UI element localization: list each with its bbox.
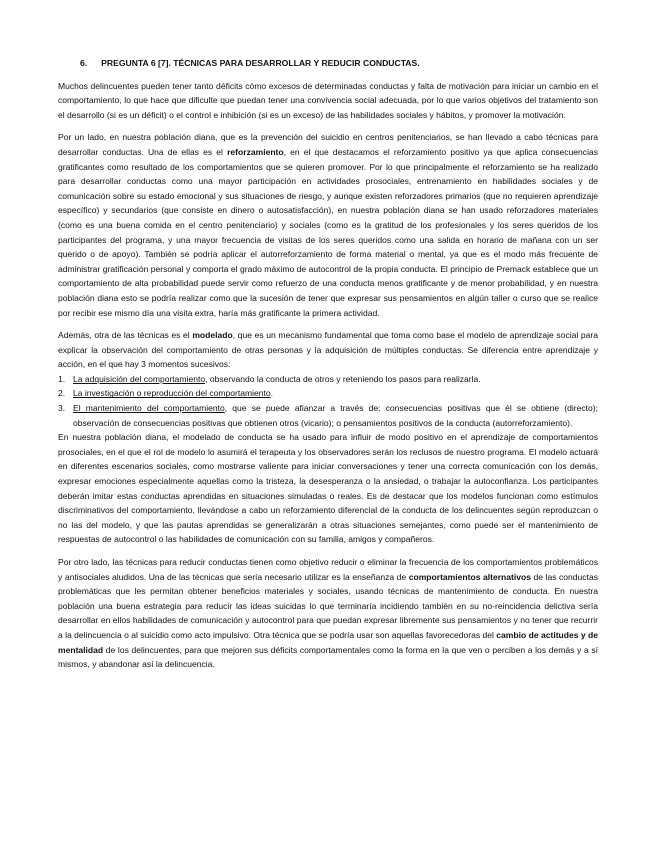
list-text: , observando la conducta de otros y reteniendo los pasos para realizarla. — [205, 373, 481, 384]
term-comportamientos-alternativos: comportamientos alternativos — [408, 571, 531, 582]
paragraph-reforzamiento — [58, 130, 598, 320]
paragraph-modelado-poblacion: En nuestra población diana, el modelado de conducta se ha usado para influir de modo positivo en el aprendizaje de comportamientos prosociales, en el que el rol de modelo lo asumirá el terapeuta y los observadores serán los reclusos de nuestro programa. El modelo actuará en diferentes escenarios sociales, como mostrarse valiente para iniciar conversaciones y tener una correcta comunicación con los demás, expresar emociones especialmente aquellas como la tristeza, la desesperanza o la ansiedad, o trabajar la autoconfianza. Los participantes deberán imitar estas conductas aprendidas en situaciones simuladas o reales. Es de destacar que los modelos funcionan como estímulos discriminativos del comportamiento, llevándose a cabo un reforzamiento diferencial de la conducta de los delincuentes según reproduzcan o no las del modelo, y que las pautas aprendidas se generalizarán a otras situaciones semejantes, como puede ser el mantenimiento de respuestas de autocontrol o las habilidades de comunicación con su familia, amigos y compañeros. — [58, 432, 598, 545]
text-run: Por un lado, en nuestra población diana, que es la prevención del suicidio en centros penitenciarios, se han llevado a cabo técnicas para desarrollar conductas. Una de ellas es el — [58, 132, 598, 157]
list-text: . — [270, 388, 274, 399]
term-cambio-actitudes: cambio de actitudes y de mentalidad — [58, 629, 598, 655]
text-run: , en el que destacamos el reforzamiento positivo ya que aplica consecuencias gratificantes como resultado de los comportamientos que se quieren promover. Por lo que principalmente el reforzamiento se ha realizado para desarrollar conductas como una mayor participación en actividades prosociales, entrenamiento en habilidades sociales y de comunicación sobre su estado emocional y sus situaciones de riesgo, y aunque existen reforzadores primarios (que no requieren aprendizaje específico) y secundarios (que consiste en dinero o autosatisfacción), en nuestra población diana se han usado reforzadores materiales (como es una buena comida en el centro penitenciario) y sociales (como es la gratitud de los profesionales y los seres queridos de los participantes del programa, y una mayor frecuencia de visitas de los seres queridos como una salida en horario de mañana con un ser querido o de apoyo). También se podría aplicar el autorreforzamiento de forma material o mental, ya que es el modo más frecuente de administrar gratificación personal y comporta el grado máximo de autocontrol de la propia conducta. El principio de Premack establece que un comportamiento de alta probabilidad puede servir como refuerzo de una conducta menos gratificante y de menor probabilidad, y en nuestra población diana esto se podría realizar como que la sucesión de tener que expresar sus pensamientos en algún taller o curso que se realice por recibir ese mismo día una visita extra, haría más gratificante la primera actividad. — [58, 146, 598, 318]
text-run: de las conductas problemáticas que les permitan obtener beneficios materiales y sociales, usando técnicas de mantenimiento de conducta. En nuestra población una buena estrategia para reducir las ideas suicidas lo que terminaría incidiendo también en su no-reincidencia delictiva sería desarrollar en ellos habilidades de comunicación y autocontrol para que puedan expresar libremente sus pensamientos y no tener que recurrir a la delincuencia o al suicidio como acto impulsivo. Otra técnica que se podría usar son aquellas favorecedoras del — [58, 571, 598, 640]
text-run: de los delincuentes, para que mejoren sus déficits comportamentales como la forma en la que ven o perciben a los demás y a sí mismos, y abandonar así la delincuencia. — [58, 644, 598, 670]
list-number: 2. — [58, 388, 66, 399]
modelado-steps-list — [58, 372, 598, 430]
list-item — [58, 372, 598, 387]
list-number: 1. — [58, 373, 66, 384]
term-reforzamiento: reforzamiento — [227, 146, 284, 157]
list-number: 3. — [58, 403, 66, 414]
paragraph-reducir-conductas — [58, 555, 598, 672]
section-number: 6. — [80, 58, 88, 68]
list-term: El mantenimiento del comportamiento — [73, 403, 225, 414]
document-page — [58, 56, 598, 680]
paragraph-intro: Muchos delincuentes pueden tener tanto déficits cómo excesos de determinadas conductas y falta de motivación para iniciar un cambio en el comportamiento, lo que hace que dificulte que puedan tener una convivencia social adecuada, por lo que varios objetivos del tratamiento son el desarrollo (si es un déficit) o el control e inhibición (si es un exceso) de las habilidades sociales y hábitos, y promover la motivación. — [58, 80, 598, 120]
section-title: PREGUNTA 6 [7]. TÉCNICAS PARA DESARROLLAR Y REDUCIR CONDUCTAS. — [101, 58, 420, 68]
list-term: La adquisición del comportamiento — [73, 373, 206, 384]
list-item — [58, 386, 598, 401]
list-item — [58, 401, 598, 430]
text-run: Por otro lado, las técnicas para reducir conductas tienen como objetivo reducir o eliminar la frecuencia de los comportamientos problemáticos y antisociales aludidos. Una de las técnicas que sería necesario utilizar es la enseñanza de — [58, 557, 598, 582]
list-text: , que se puede afianzar a través de: consecuencias positivas que él se obtiene (directo); observación de consecuencias positivas que obtienen otros (vicario); o pensamientos positivos de la conducta (autorreforzamiento). — [73, 403, 598, 428]
text-run: , que es un mecanismo fundamental que toma como base el modelo de aprendizaje social para explicar la observación del comportamiento de otras personas y la adquisición de múltiples conductas. Se diferencia entre aprendizaje y acción, en el que hay 3 momentos sucesivos: — [58, 330, 599, 370]
list-term: La investigación o reproducción del comportamiento — [73, 388, 271, 399]
text-run: Además, otra de las técnicas es el — [58, 330, 193, 341]
term-modelado: modelado — [192, 330, 233, 341]
paragraph-modelado — [58, 328, 598, 372]
section-heading — [80, 56, 598, 71]
